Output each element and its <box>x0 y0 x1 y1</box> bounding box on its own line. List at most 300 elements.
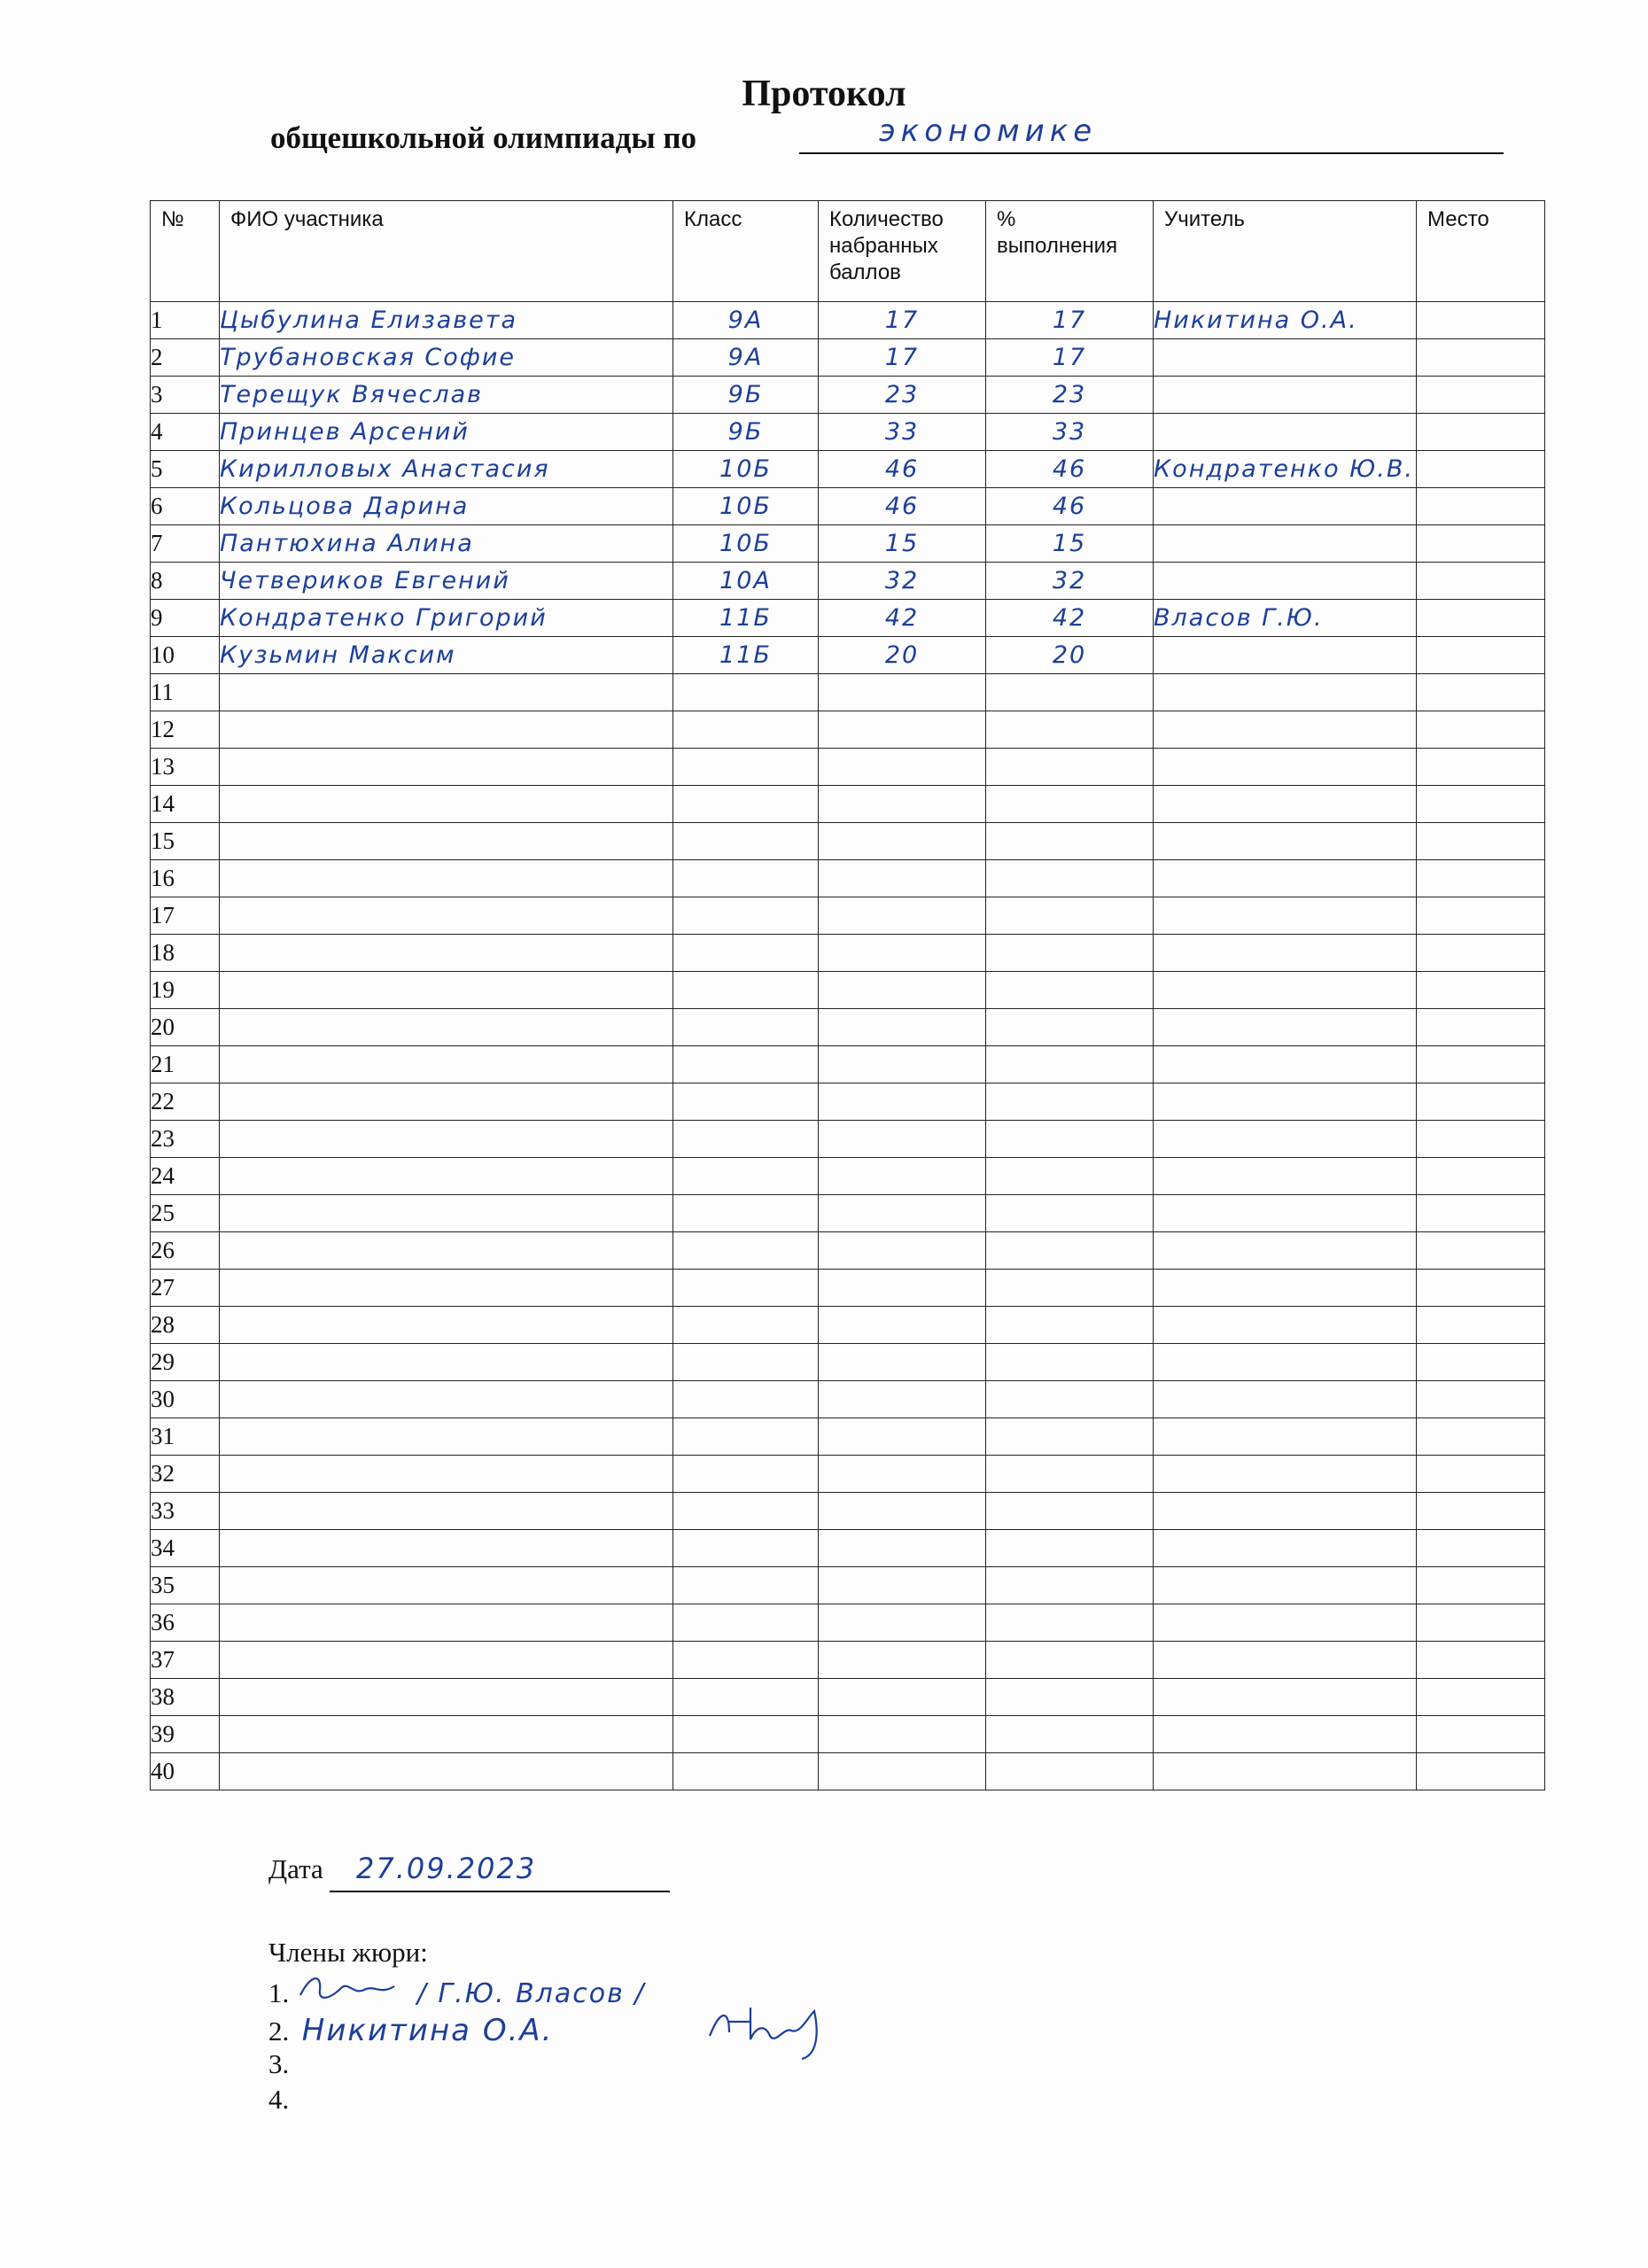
percent-cell-value: 33 <box>1052 418 1087 446</box>
table-row <box>151 1270 1545 1307</box>
score-cell <box>819 377 986 414</box>
col-header-teacher: Учитель <box>1154 201 1417 302</box>
score-cell <box>819 1232 986 1270</box>
percent-cell <box>986 1642 1154 1679</box>
class-cell <box>673 1121 819 1158</box>
table-header-row <box>151 201 1545 302</box>
table-row <box>151 1195 1545 1232</box>
percent-cell-value: 46 <box>1052 493 1087 520</box>
row-number: 25 <box>151 1195 220 1232</box>
score-cell <box>819 1604 986 1642</box>
class-cell <box>673 711 819 749</box>
class-cell <box>673 339 819 377</box>
teacher-cell <box>1154 897 1417 935</box>
percent-cell <box>986 1195 1154 1232</box>
table-row <box>151 1084 1545 1121</box>
percent-cell <box>986 637 1154 674</box>
participant-name <box>220 1158 673 1195</box>
row-number: 5 <box>151 451 220 488</box>
place-cell <box>1417 823 1545 860</box>
class-cell-value: 9Б <box>727 418 764 446</box>
row-number: 7 <box>151 525 220 563</box>
class-cell <box>673 1530 819 1567</box>
score-cell <box>819 414 986 451</box>
col-header-class: Класс <box>673 201 819 302</box>
participant-name <box>220 302 673 339</box>
jury-index: 4. <box>268 2084 290 2115</box>
percent-cell <box>986 302 1154 339</box>
percent-cell <box>986 1679 1154 1716</box>
participant-name <box>220 1493 673 1530</box>
participant-name <box>220 1567 673 1604</box>
place-cell <box>1417 377 1545 414</box>
class-cell <box>673 525 819 563</box>
teacher-cell <box>1154 377 1417 414</box>
participant-name <box>220 935 673 972</box>
percent-cell-value: 17 <box>1052 307 1087 334</box>
row-number: 28 <box>151 1307 220 1344</box>
table-row <box>151 1307 1545 1344</box>
class-cell <box>673 377 819 414</box>
table-row <box>151 1158 1545 1195</box>
participant-name <box>220 1604 673 1642</box>
score-cell <box>819 1344 986 1381</box>
signature-2 <box>703 2000 836 2062</box>
row-number: 19 <box>151 972 220 1009</box>
score-cell <box>819 1456 986 1493</box>
place-cell <box>1417 1232 1545 1270</box>
teacher-cell <box>1154 339 1417 377</box>
score-cell <box>819 1642 986 1679</box>
percent-cell <box>986 1604 1154 1642</box>
row-number: 24 <box>151 1158 220 1195</box>
percent-cell <box>986 860 1154 897</box>
table-row <box>151 563 1545 600</box>
percent-cell <box>986 1009 1154 1046</box>
teacher-cell <box>1154 1344 1417 1381</box>
percent-cell-value: 42 <box>1052 604 1087 632</box>
place-cell <box>1417 860 1545 897</box>
participant-name-value: Кирилловых Анастасия <box>220 455 550 483</box>
table-row <box>151 674 1545 711</box>
percent-cell <box>986 488 1154 525</box>
percent-cell <box>986 525 1154 563</box>
table-row <box>151 1679 1545 1716</box>
table-row <box>151 302 1545 339</box>
teacher-cell <box>1154 1084 1417 1121</box>
table-row <box>151 1493 1545 1530</box>
participant-name <box>220 1418 673 1456</box>
col-header-place: Место <box>1417 201 1545 302</box>
teacher-cell <box>1154 749 1417 786</box>
class-cell <box>673 637 819 674</box>
percent-cell <box>986 1084 1154 1121</box>
table-row <box>151 1530 1545 1567</box>
percent-cell <box>986 563 1154 600</box>
teacher-cell <box>1154 860 1417 897</box>
jury-member-name: / Г.Ю. Власов / <box>416 1978 646 2009</box>
percent-cell <box>986 1716 1154 1753</box>
percent-cell <box>986 674 1154 711</box>
place-cell <box>1417 1195 1545 1232</box>
class-cell <box>673 302 819 339</box>
row-number: 31 <box>151 1418 220 1456</box>
participant-name-value: Трубановская Софие <box>220 344 517 371</box>
participant-name-value: Кузьмин Максим <box>220 641 456 669</box>
class-cell-value: 10Б <box>719 493 772 520</box>
participant-name-value: Принцев Арсений <box>220 418 470 446</box>
percent-cell <box>986 1567 1154 1604</box>
score-cell <box>819 972 986 1009</box>
participant-name <box>220 451 673 488</box>
teacher-cell <box>1154 972 1417 1009</box>
row-number: 14 <box>151 786 220 823</box>
teacher-cell <box>1154 525 1417 563</box>
percent-cell <box>986 1232 1154 1270</box>
percent-cell <box>986 1381 1154 1418</box>
teacher-cell <box>1154 1195 1417 1232</box>
place-cell <box>1417 1307 1545 1344</box>
participant-name <box>220 1716 673 1753</box>
place-cell <box>1417 749 1545 786</box>
participant-name <box>220 563 673 600</box>
place-cell <box>1417 1418 1545 1456</box>
document-subtitle: общешкольной олимпиады по <box>270 120 697 155</box>
class-cell <box>673 414 819 451</box>
place-cell <box>1417 1567 1545 1604</box>
participant-name <box>220 823 673 860</box>
participant-name-value: Цыбулина Елизавета <box>220 307 518 334</box>
percent-cell <box>986 1493 1154 1530</box>
col-header-name: ФИО участника <box>220 201 673 302</box>
class-cell <box>673 488 819 525</box>
teacher-cell <box>1154 637 1417 674</box>
place-cell <box>1417 1344 1545 1381</box>
teacher-cell <box>1154 1604 1417 1642</box>
percent-cell <box>986 451 1154 488</box>
participant-name <box>220 525 673 563</box>
percent-cell <box>986 786 1154 823</box>
score-cell-value: 20 <box>884 641 920 669</box>
place-cell <box>1417 600 1545 637</box>
score-cell <box>819 935 986 972</box>
row-number: 34 <box>151 1530 220 1567</box>
class-cell <box>673 1604 819 1642</box>
teacher-cell <box>1154 1046 1417 1084</box>
score-cell-value: 32 <box>884 567 920 594</box>
percent-cell <box>986 1046 1154 1084</box>
jury-member-name: Никитина О.А. <box>301 2013 554 2048</box>
subject-value: экономике <box>879 113 1098 149</box>
participant-name <box>220 339 673 377</box>
class-cell <box>673 860 819 897</box>
col-header-score: Количество набранных баллов <box>819 201 986 302</box>
place-cell <box>1417 711 1545 749</box>
teacher-cell <box>1154 563 1417 600</box>
date-value: 27.09.2023 <box>356 1852 537 1885</box>
teacher-cell <box>1154 674 1417 711</box>
score-cell-value: 23 <box>884 381 920 408</box>
document-title: Протокол <box>742 74 906 114</box>
row-number: 9 <box>151 600 220 637</box>
table-row <box>151 711 1545 749</box>
row-number: 17 <box>151 897 220 935</box>
class-cell <box>673 1009 819 1046</box>
participant-name <box>220 1381 673 1418</box>
teacher-cell <box>1154 1530 1417 1567</box>
class-cell <box>673 935 819 972</box>
participant-name <box>220 749 673 786</box>
class-cell <box>673 1381 819 1418</box>
place-cell <box>1417 563 1545 600</box>
jury-item <box>268 2084 645 2119</box>
teacher-cell <box>1154 1121 1417 1158</box>
teacher-cell <box>1154 451 1417 488</box>
class-cell <box>673 786 819 823</box>
table-row <box>151 1456 1545 1493</box>
percent-cell <box>986 972 1154 1009</box>
participant-name <box>220 1121 673 1158</box>
participant-name <box>220 1753 673 1790</box>
percent-cell <box>986 1344 1154 1381</box>
percent-cell <box>986 1121 1154 1158</box>
score-cell <box>819 525 986 563</box>
row-number: 16 <box>151 860 220 897</box>
place-cell <box>1417 935 1545 972</box>
class-cell-value: 10Б <box>719 530 772 557</box>
percent-cell <box>986 339 1154 377</box>
class-cell <box>673 1642 819 1679</box>
class-cell-value: 9Б <box>727 381 764 408</box>
score-cell-value: 15 <box>884 530 920 557</box>
percent-cell <box>986 1307 1154 1344</box>
score-cell <box>819 339 986 377</box>
percent-cell-value: 46 <box>1052 455 1087 483</box>
jury-item <box>268 2013 645 2048</box>
place-cell <box>1417 525 1545 563</box>
row-number: 10 <box>151 637 220 674</box>
place-cell <box>1417 302 1545 339</box>
teacher-cell <box>1154 1270 1417 1307</box>
table-row <box>151 637 1545 674</box>
score-cell <box>819 1158 986 1195</box>
jury-index: 3. <box>268 2048 290 2079</box>
percent-cell <box>986 711 1154 749</box>
place-cell <box>1417 1121 1545 1158</box>
participant-name <box>220 897 673 935</box>
table-row <box>151 749 1545 786</box>
participant-name <box>220 1195 673 1232</box>
table-row <box>151 600 1545 637</box>
score-cell <box>819 1009 986 1046</box>
score-cell-value: 42 <box>884 604 920 632</box>
row-number: 29 <box>151 1344 220 1381</box>
place-cell <box>1417 897 1545 935</box>
class-cell <box>673 1046 819 1084</box>
score-cell-value: 17 <box>884 307 920 334</box>
participant-name <box>220 860 673 897</box>
score-cell <box>819 823 986 860</box>
percent-cell <box>986 823 1154 860</box>
place-cell <box>1417 414 1545 451</box>
table-row <box>151 1009 1545 1046</box>
class-cell-value: 9А <box>727 344 764 371</box>
row-number: 40 <box>151 1753 220 1790</box>
date-line <box>330 1853 670 1892</box>
percent-cell-value: 23 <box>1052 381 1087 408</box>
table-row <box>151 339 1545 377</box>
row-number: 3 <box>151 377 220 414</box>
participant-name <box>220 1530 673 1567</box>
class-cell <box>673 1567 819 1604</box>
teacher-cell <box>1154 414 1417 451</box>
percent-cell <box>986 749 1154 786</box>
teacher-cell <box>1154 935 1417 972</box>
participant-name-value: Четвериков Евгений <box>220 567 510 594</box>
place-cell <box>1417 1381 1545 1418</box>
class-cell <box>673 1084 819 1121</box>
class-cell <box>673 600 819 637</box>
participant-name <box>220 1232 673 1270</box>
row-number: 30 <box>151 1381 220 1418</box>
place-cell <box>1417 1493 1545 1530</box>
teacher-cell <box>1154 1158 1417 1195</box>
participant-name <box>220 1456 673 1493</box>
participant-name <box>220 786 673 823</box>
score-cell <box>819 711 986 749</box>
percent-cell <box>986 1418 1154 1456</box>
class-cell-value: 11Б <box>719 641 772 669</box>
place-cell <box>1417 488 1545 525</box>
place-cell <box>1417 451 1545 488</box>
teacher-cell <box>1154 1232 1417 1270</box>
class-cell <box>673 1307 819 1344</box>
score-cell <box>819 786 986 823</box>
percent-cell-value: 17 <box>1052 344 1087 371</box>
participant-name <box>220 414 673 451</box>
place-cell <box>1417 1009 1545 1046</box>
class-cell <box>673 749 819 786</box>
teacher-cell-value: Кондратенко Ю.В. <box>1154 455 1414 483</box>
place-cell <box>1417 972 1545 1009</box>
score-cell <box>819 1753 986 1790</box>
score-cell <box>819 1046 986 1084</box>
table-row <box>151 860 1545 897</box>
class-cell <box>673 1679 819 1716</box>
score-cell-value: 33 <box>884 418 920 446</box>
place-cell <box>1417 637 1545 674</box>
row-number: 32 <box>151 1456 220 1493</box>
table-row <box>151 897 1545 935</box>
table-row <box>151 972 1545 1009</box>
row-number: 39 <box>151 1716 220 1753</box>
table-row <box>151 451 1545 488</box>
class-cell <box>673 823 819 860</box>
row-number: 26 <box>151 1232 220 1270</box>
table-row <box>151 1604 1545 1642</box>
teacher-cell <box>1154 1716 1417 1753</box>
class-cell <box>673 674 819 711</box>
teacher-cell <box>1154 823 1417 860</box>
participant-name-value: Кольцова Дарина <box>220 493 470 520</box>
class-cell <box>673 1456 819 1493</box>
row-number: 15 <box>151 823 220 860</box>
class-cell <box>673 563 819 600</box>
row-number: 22 <box>151 1084 220 1121</box>
score-cell <box>819 488 986 525</box>
class-cell <box>673 897 819 935</box>
class-cell <box>673 1232 819 1270</box>
participant-name <box>220 1270 673 1307</box>
score-cell <box>819 674 986 711</box>
table-row <box>151 823 1545 860</box>
teacher-cell <box>1154 1567 1417 1604</box>
teacher-cell <box>1154 711 1417 749</box>
percent-cell <box>986 600 1154 637</box>
row-number: 13 <box>151 749 220 786</box>
place-cell <box>1417 1046 1545 1084</box>
row-number: 21 <box>151 1046 220 1084</box>
score-cell <box>819 1679 986 1716</box>
col-header-percent: % выполнения <box>986 201 1154 302</box>
class-cell <box>673 1753 819 1790</box>
place-cell <box>1417 1642 1545 1679</box>
score-cell <box>819 1716 986 1753</box>
percent-cell <box>986 377 1154 414</box>
place-cell <box>1417 1753 1545 1790</box>
participant-name-value: Пантюхина Алина <box>220 530 474 557</box>
teacher-cell-value: Власов Г.Ю. <box>1154 604 1324 632</box>
place-cell <box>1417 1084 1545 1121</box>
score-cell-value: 46 <box>884 493 920 520</box>
table-row <box>151 1344 1545 1381</box>
jury-item <box>268 1977 645 2013</box>
participant-name <box>220 674 673 711</box>
score-cell <box>819 600 986 637</box>
participant-name <box>220 637 673 674</box>
table-row <box>151 1046 1545 1084</box>
participant-name-value: Терещук Вячеслав <box>220 381 484 408</box>
row-number: 33 <box>151 1493 220 1530</box>
table-row <box>151 488 1545 525</box>
place-cell <box>1417 786 1545 823</box>
score-cell <box>819 1530 986 1567</box>
row-number: 4 <box>151 414 220 451</box>
date-label: Дата <box>268 1853 323 1884</box>
row-number: 2 <box>151 339 220 377</box>
class-cell <box>673 451 819 488</box>
jury-index: 1. <box>268 1977 290 2008</box>
row-number: 38 <box>151 1679 220 1716</box>
score-cell <box>819 1493 986 1530</box>
place-cell <box>1417 1716 1545 1753</box>
signature-1 <box>295 1969 401 2011</box>
jury-index: 2. <box>268 2016 290 2047</box>
teacher-cell-value: Никитина О.А. <box>1154 307 1358 334</box>
percent-cell <box>986 1530 1154 1567</box>
score-cell <box>819 563 986 600</box>
class-cell <box>673 1270 819 1307</box>
score-cell <box>819 897 986 935</box>
percent-cell <box>986 935 1154 972</box>
class-cell <box>673 1195 819 1232</box>
score-cell-value: 46 <box>884 455 920 483</box>
table-body <box>151 302 1545 1790</box>
score-cell <box>819 1418 986 1456</box>
participant-name <box>220 711 673 749</box>
row-number: 23 <box>151 1121 220 1158</box>
percent-cell <box>986 1753 1154 1790</box>
